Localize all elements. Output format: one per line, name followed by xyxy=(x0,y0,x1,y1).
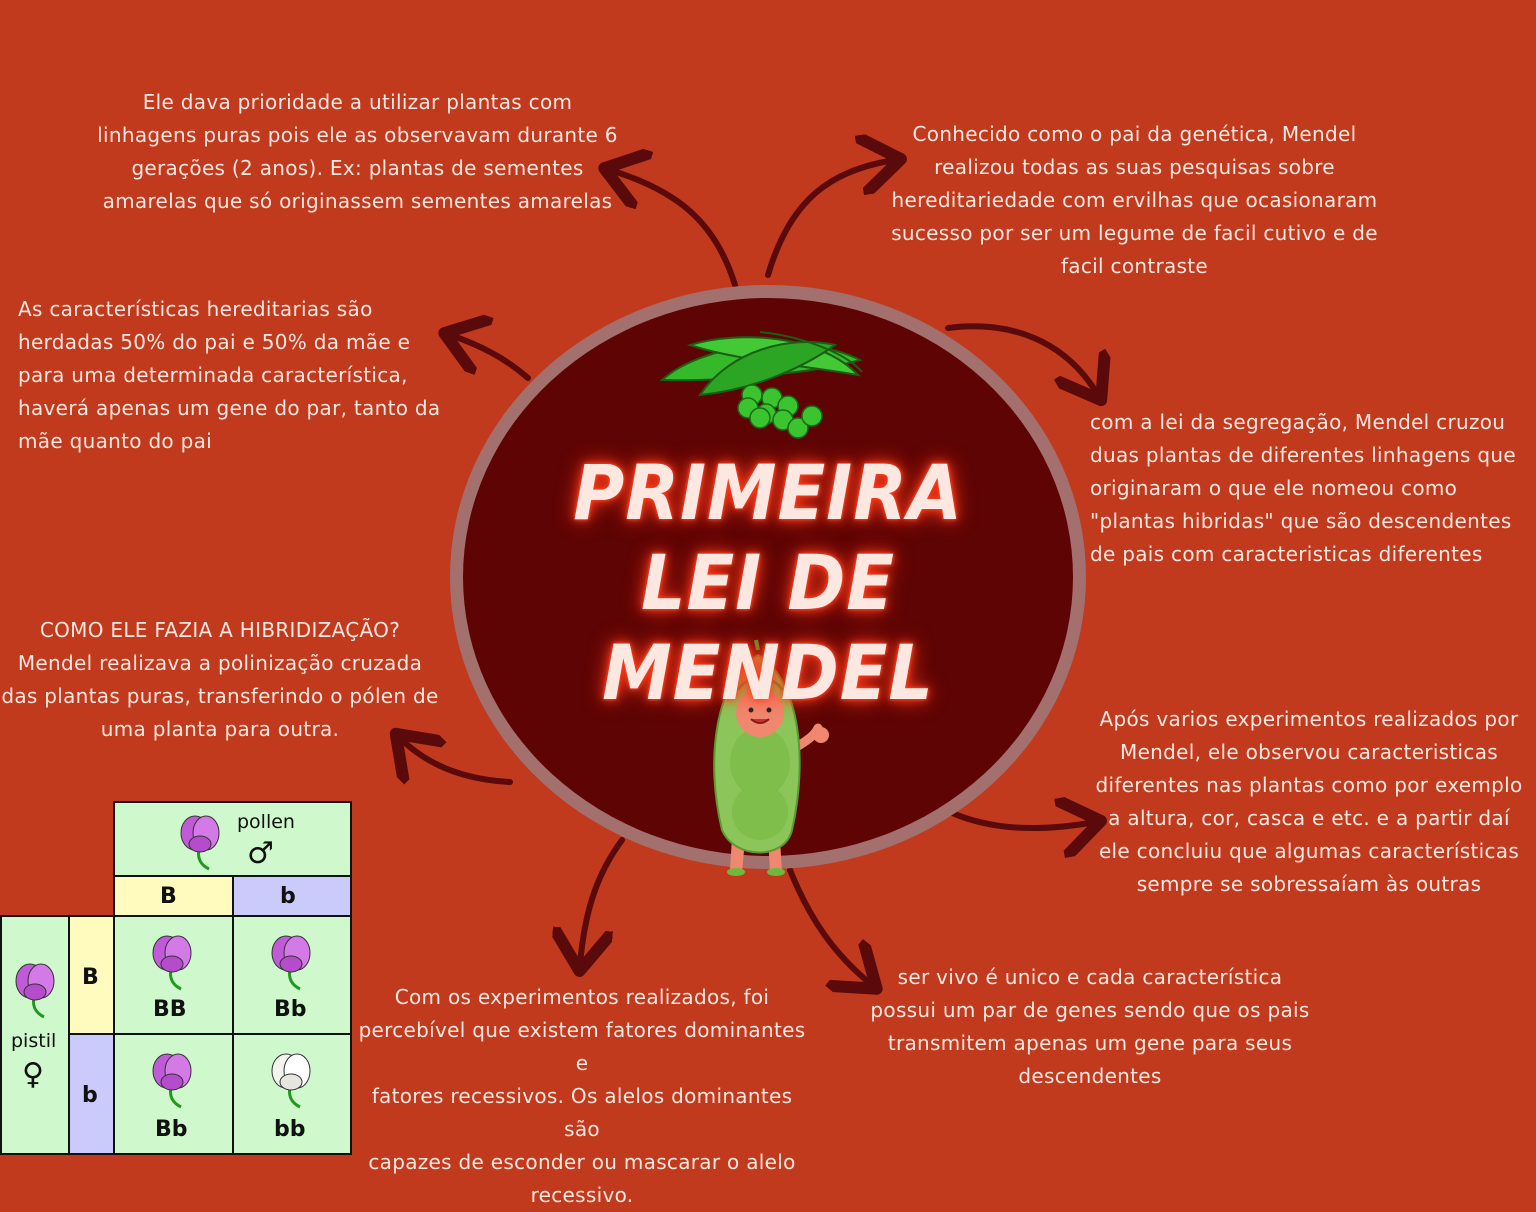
note-line: ser vivo é unico e cada característica xyxy=(897,965,1283,989)
flower-icon xyxy=(10,959,60,1019)
note-line: de pais com caracteristicas diferentes xyxy=(1090,542,1483,566)
allele-label: b xyxy=(280,884,296,909)
title-line-1: PRIMEIRA xyxy=(573,448,963,537)
allele-label: B xyxy=(82,965,99,990)
note-line: originaram o que ele nomeou como xyxy=(1090,476,1458,500)
note-line: capazes de esconder ou mascarar o alelo xyxy=(368,1150,796,1174)
title-line-2: LEI DE MENDEL xyxy=(602,538,934,717)
genotype-cell xyxy=(232,915,352,1035)
pollen-header xyxy=(113,801,352,877)
note-line: facil contraste xyxy=(1060,254,1209,278)
pistil-label: pistil xyxy=(11,1030,57,1052)
genotype-cell xyxy=(232,1033,352,1155)
note-line: possui um par de genes sendo que os pais xyxy=(870,998,1310,1022)
note-line: descendentes xyxy=(1018,1064,1162,1088)
note-gene-pair xyxy=(865,961,1315,1093)
note-hybridization xyxy=(0,614,440,746)
note-line: Conhecido como o pai da genética, Mendel xyxy=(912,122,1357,146)
row-allele-b xyxy=(68,1033,115,1155)
male-symbol: ♂ xyxy=(247,836,274,871)
flower-icon xyxy=(266,931,316,991)
note-line: das plantas puras, transferindo o pólen de xyxy=(1,684,439,708)
note-line: COMO ELE FAZIA A HIBRIDIZAÇÃO? xyxy=(39,618,401,642)
flower-icon xyxy=(147,1049,197,1109)
genotype-label: Bb xyxy=(274,997,307,1022)
col-allele-B xyxy=(113,875,234,917)
note-experiments xyxy=(1085,703,1533,901)
note-line: amarelas que só originassem sementes amarelas xyxy=(102,189,613,213)
note-line: realizou todas as suas pesquisas sobre xyxy=(934,155,1335,179)
flower-icon xyxy=(147,931,197,991)
note-line: sucesso por ser um legume de facil cutivo e de xyxy=(891,221,1378,245)
note-inheritance xyxy=(18,293,458,458)
note-line: Ele dava prioridade a utilizar plantas com xyxy=(142,90,573,114)
genotype-label: bb xyxy=(274,1117,306,1142)
note-line: percebível que existem fatores dominantes e xyxy=(358,1018,806,1075)
flower-icon xyxy=(266,1049,316,1109)
note-line: herdadas 50% do pai e 50% da mãe e xyxy=(18,330,411,354)
note-line: "plantas hibridas" que são descendentes xyxy=(1090,509,1512,533)
female-symbol: ♀ xyxy=(22,1057,44,1092)
note-line: uma planta para outra. xyxy=(100,717,340,741)
genotype-label: Bb xyxy=(155,1117,188,1142)
genotype-cell xyxy=(113,915,234,1035)
note-line: ele concluiu que algumas características xyxy=(1098,839,1520,863)
flower-icon xyxy=(175,811,225,871)
note-dominant-recessive xyxy=(352,981,812,1212)
allele-label: b xyxy=(82,1083,98,1108)
col-allele-b xyxy=(232,875,352,917)
note-segregation xyxy=(1090,406,1530,571)
pollen-label: pollen xyxy=(237,811,295,833)
genotype-label: BB xyxy=(153,997,187,1022)
note-line: gerações (2 anos). Ex: plantas de sementes xyxy=(131,156,584,180)
note-line: As características hereditarias são xyxy=(18,297,373,321)
note-pure-lines xyxy=(90,86,625,218)
note-line: Mendel, ele observou caracteristicas xyxy=(1120,740,1498,764)
note-line: linhagens puras pois ele as observavam durante 6 xyxy=(97,123,618,147)
note-line: fatores recessivos. Os alelos dominantes são xyxy=(371,1084,793,1141)
note-line: hereditariedade com ervilhas que ocasionaram xyxy=(891,188,1378,212)
note-line: mãe quanto do pai xyxy=(18,429,213,453)
row-allele-B xyxy=(68,915,115,1035)
genotype-cell xyxy=(113,1033,234,1155)
allele-label: B xyxy=(160,884,177,909)
note-line: com a lei da segregação, Mendel cruzou xyxy=(1090,410,1506,434)
pistil-header xyxy=(0,915,70,1155)
note-line: sempre se sobressaíam às outras xyxy=(1136,872,1482,896)
note-line: duas plantas de diferentes linhagens que xyxy=(1090,443,1516,467)
note-line: para uma determinada característica, xyxy=(18,363,408,387)
note-father-of-genetics xyxy=(872,118,1397,283)
note-line: diferentes nas plantas como por exemplo xyxy=(1095,773,1523,797)
note-line: transmitem apenas um gene para seus xyxy=(887,1031,1293,1055)
note-line: a altura, cor, casca e etc. e a partir daí xyxy=(1108,806,1510,830)
note-line: haverá apenas um gene do par, tanto da xyxy=(18,396,441,420)
note-line: Mendel realizava a polinização cruzada xyxy=(17,651,423,675)
note-line: recessivo. xyxy=(530,1183,634,1207)
note-line: Após varios experimentos realizados por xyxy=(1099,707,1519,731)
note-line: Com os experimentos realizados, foi xyxy=(394,985,770,1009)
